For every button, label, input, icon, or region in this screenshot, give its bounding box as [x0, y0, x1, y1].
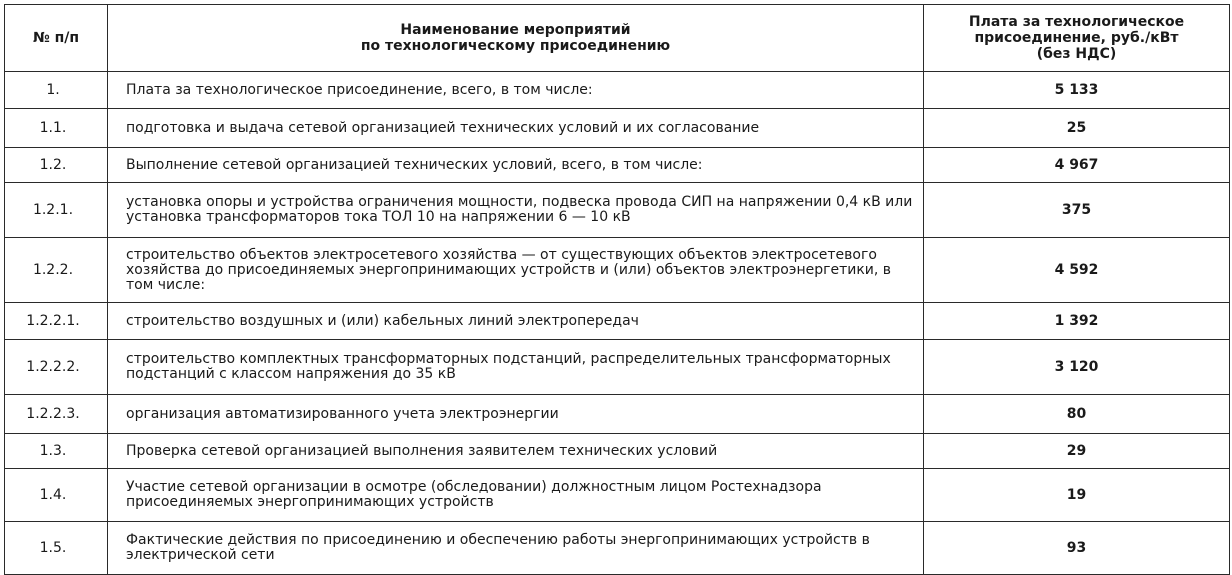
row-number: 1.2.2.1. — [5, 303, 108, 340]
table-row — [5, 340, 1230, 395]
row-name: строительство комплектных трансформаторных подстанций, распределительных трансформаторных подстанций с классом напряжения до 35 кВ — [108, 340, 924, 395]
row-value: 4 592 — [924, 238, 1230, 303]
row-number: 1.2. — [5, 148, 108, 183]
header-fee — [924, 5, 1230, 72]
header-fee-text: Плата за технологическое присоединение, руб./кВт (без НДС) — [968, 14, 1185, 62]
row-number: 1. — [5, 72, 108, 109]
table-row — [5, 434, 1230, 469]
row-number: 1.1. — [5, 109, 108, 148]
fee-table — [4, 4, 1230, 575]
row-value: 19 — [924, 469, 1230, 522]
row-value: 375 — [924, 183, 1230, 238]
table-row — [5, 109, 1230, 148]
table-row — [5, 72, 1230, 109]
table-header-row — [5, 5, 1230, 72]
row-value: 29 — [924, 434, 1230, 469]
row-number: 1.2.2. — [5, 238, 108, 303]
row-name: Плата за технологическое присоединение, всего, в том числе: — [108, 72, 924, 109]
row-value: 80 — [924, 395, 1230, 434]
row-value: 1 392 — [924, 303, 1230, 340]
table-row — [5, 303, 1230, 340]
row-name: Выполнение сетевой организацией технических условий, всего, в том числе: — [108, 148, 924, 183]
row-name: Фактические действия по присоединению и обеспечению работы энергопринимающих устройств в электрической сети — [108, 522, 924, 575]
row-name: организация автоматизированного учета электроэнергии — [108, 395, 924, 434]
fee-table-container — [4, 4, 1230, 575]
row-number: 1.2.2.3. — [5, 395, 108, 434]
row-number: 1.2.2.2. — [5, 340, 108, 395]
table-row — [5, 395, 1230, 434]
row-number: 1.4. — [5, 469, 108, 522]
row-number: 1.3. — [5, 434, 108, 469]
row-value: 3 120 — [924, 340, 1230, 395]
table-row — [5, 148, 1230, 183]
table-row — [5, 469, 1230, 522]
row-value: 5 133 — [924, 72, 1230, 109]
row-number: 1.2.1. — [5, 183, 108, 238]
header-number — [5, 5, 108, 72]
row-name: Участие сетевой организации в осмотре (обследовании) должностным лицом Ростехнадзора присоединяемых энергопринимающих устройств — [108, 469, 924, 522]
row-number: 1.5. — [5, 522, 108, 575]
row-name: строительство объектов электросетевого хозяйства — от существующих объектов электросетевого хозяйства до присоединяемых энергопринимающих устройств и (или) объектов электроэнергетики, в том числе: — [108, 238, 924, 303]
table-row — [5, 522, 1230, 575]
row-name: подготовка и выдача сетевой организацией технических условий и их согласование — [108, 109, 924, 148]
row-name: строительство воздушных и (или) кабельных линий электропередач — [108, 303, 924, 340]
row-value: 93 — [924, 522, 1230, 575]
row-value: 4 967 — [924, 148, 1230, 183]
row-name: Проверка сетевой организацией выполнения заявителем технических условий — [108, 434, 924, 469]
header-name-text: Наименование мероприятий по технологическому присоединению — [360, 22, 671, 54]
row-name: установка опоры и устройства ограничения мощности, подвеска провода СИП на напряжении 0,4 кВ или установка трансформаторов тока ТОЛ 10 на напряжении 6 — 10 кВ — [108, 183, 924, 238]
table-row — [5, 183, 1230, 238]
header-number-text: № п/п — [32, 30, 80, 46]
header-name — [108, 5, 924, 72]
row-value: 25 — [924, 109, 1230, 148]
table-row — [5, 238, 1230, 303]
